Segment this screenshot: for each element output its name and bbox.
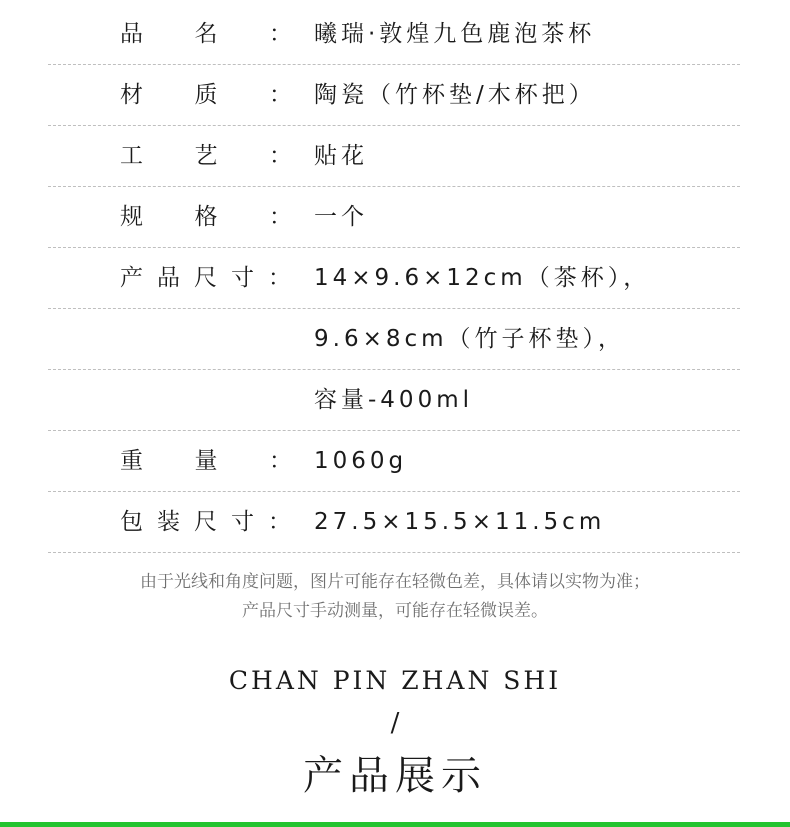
label-separator: ： xyxy=(269,448,292,474)
label-separator: ： xyxy=(268,509,305,535)
spec-row-size xyxy=(48,248,740,309)
spec-row-craft xyxy=(48,126,740,187)
label-char: 名 xyxy=(194,21,218,47)
spec-value: 27.5×15.5×11.5cm xyxy=(314,509,606,535)
spec-row-name xyxy=(48,4,740,65)
accent-bar xyxy=(0,822,790,827)
spec-label xyxy=(120,65,292,125)
spec-value: 9.6×8cm（竹子杯垫）， xyxy=(314,326,626,352)
spec-label xyxy=(120,126,292,186)
label-char: 材 xyxy=(120,82,143,108)
spec-value: 一个 xyxy=(314,204,368,230)
disclaimer-line-1: 由于光线和角度问题，图片可能存在轻微色差，具体请以实物为准； xyxy=(140,572,650,592)
spec-value: 容量-400ml xyxy=(314,387,473,413)
label-separator: ： xyxy=(269,82,292,108)
spec-row-spec xyxy=(48,187,740,248)
spec-row-material xyxy=(48,65,740,126)
label-separator: ： xyxy=(269,143,292,169)
spec-row-package-size xyxy=(48,492,740,553)
label-separator: ： xyxy=(269,21,292,47)
spec-label xyxy=(120,4,292,64)
spec-value: 陶瓷（竹杯垫/木杯把） xyxy=(314,82,596,108)
label-char: 量 xyxy=(194,448,218,474)
label-separator: ： xyxy=(268,265,305,291)
spec-row-size-cont-2 xyxy=(48,370,740,431)
spec-row-weight xyxy=(48,431,740,492)
label-char: 重 xyxy=(120,448,143,474)
section-slash-divider: / xyxy=(390,708,400,738)
label-char: 工 xyxy=(120,143,143,169)
spec-table xyxy=(48,4,740,553)
spec-value: 贴花 xyxy=(314,143,368,169)
label-char: 质 xyxy=(194,82,218,108)
section-title-english: CHAN PIN ZHAN SHI xyxy=(228,666,562,695)
section-title-chinese: 产品展示 xyxy=(303,753,487,799)
spec-label xyxy=(120,431,292,491)
label-char: 格 xyxy=(194,204,218,230)
spec-label xyxy=(120,187,292,247)
disclaimer-line-2: 产品尺寸手动测量，可能存在轻微误差。 xyxy=(242,601,548,621)
label-text: 产品尺寸 xyxy=(120,265,268,291)
spec-row-size-cont-1 xyxy=(48,309,740,370)
label-char: 规 xyxy=(120,204,143,230)
spec-value: 14×9.6×12cm（茶杯）， xyxy=(314,265,651,291)
spec-value: 1060g xyxy=(314,448,408,474)
spec-value: 曦瑞·敦煌九色鹿泡茶杯 xyxy=(314,21,596,47)
spec-label xyxy=(120,248,340,308)
label-separator: ： xyxy=(269,204,292,230)
label-text: 包装尺寸 xyxy=(120,509,268,535)
label-char: 艺 xyxy=(194,143,218,169)
label-char: 品 xyxy=(120,21,143,47)
spec-label xyxy=(120,492,340,552)
